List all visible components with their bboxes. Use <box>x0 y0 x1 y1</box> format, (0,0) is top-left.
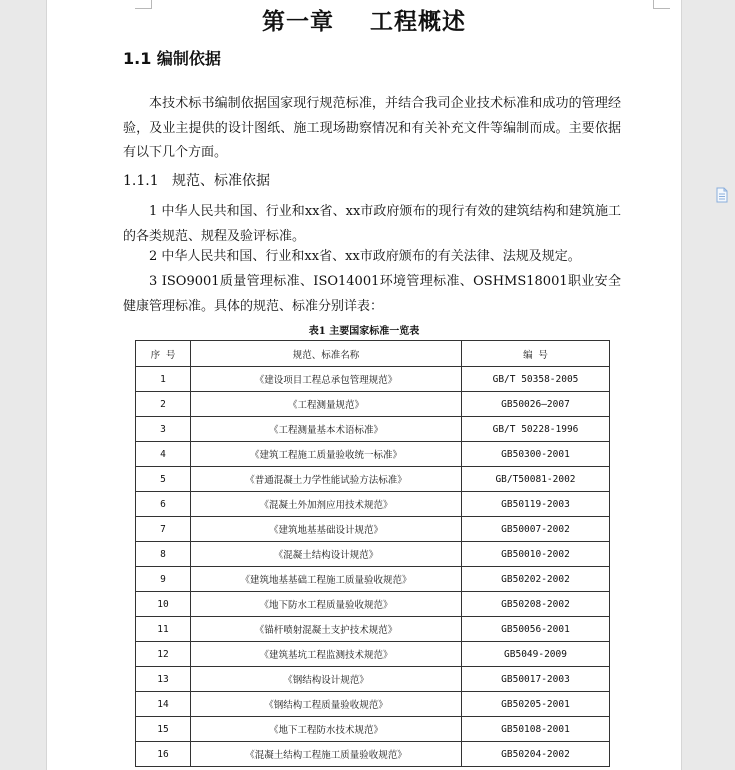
cell-code: GB50056-2001 <box>462 617 610 642</box>
list-item: 1 中华人民共和国、行业和xx省、xx市政府颁布的现行有效的建筑结构和建筑施工的各类规范、规程及验评标准。 <box>123 204 621 244</box>
cell-name: 《混凝土外加剂应用技术规范》 <box>191 492 462 517</box>
cell-name: 《地下工程防水技术规范》 <box>191 717 462 742</box>
table-row <box>136 392 610 417</box>
cell-name: 《工程测量规范》 <box>191 392 462 417</box>
cell-index: 15 <box>136 717 191 742</box>
cell-code: GB5049-2009 <box>462 642 610 667</box>
cell-name: 《混凝土结构工程施工质量验收规范》 <box>191 742 462 767</box>
cell-code: GB50017-2003 <box>462 667 610 692</box>
table-row <box>136 417 610 442</box>
standards-table <box>135 340 610 767</box>
table-row <box>136 592 610 617</box>
cell-index: 3 <box>136 417 191 442</box>
cell-index: 4 <box>136 442 191 467</box>
header-name: 规范、标准名称 <box>191 341 462 367</box>
cell-index: 9 <box>136 567 191 592</box>
table-header-row <box>136 341 610 367</box>
cell-code: GB/T 50228-1996 <box>462 417 610 442</box>
cell-code: GB50202-2002 <box>462 567 610 592</box>
cell-code: GB50205-2001 <box>462 692 610 717</box>
header-index: 序 号 <box>136 341 191 367</box>
table-row <box>136 492 610 517</box>
table-row <box>136 567 610 592</box>
cell-index: 7 <box>136 517 191 542</box>
cell-name: 《锚杆喷射混凝土支护技术规范》 <box>191 617 462 642</box>
table-row <box>136 442 610 467</box>
cell-index: 11 <box>136 617 191 642</box>
cell-index: 5 <box>136 467 191 492</box>
cell-code: GB50026—2007 <box>462 392 610 417</box>
list-item: 2 中华人民共和国、行业和xx省、xx市政府颁布的有关法律、法规及规定。 <box>149 249 581 264</box>
intro-paragraph: 本技术标书编制依据国家现行规范标准，并结合我司企业技术标准和成功的管理经验，及业主提供的设计图纸、施工现场勘察情况和有关补充文件等编制而成。主要依据有以下几个方面。 <box>123 96 621 160</box>
section-heading: 1.1 编制依据 <box>123 49 221 68</box>
cell-index: 14 <box>136 692 191 717</box>
cell-index: 2 <box>136 392 191 417</box>
table-row <box>136 717 610 742</box>
cell-name: 《地下防水工程质量验收规范》 <box>191 592 462 617</box>
cell-index: 16 <box>136 742 191 767</box>
cell-code: GB50204-2002 <box>462 742 610 767</box>
table-row <box>136 517 610 542</box>
table-row <box>136 542 610 567</box>
table-row <box>136 467 610 492</box>
cell-name: 《建筑工程施工质量验收统一标准》 <box>191 442 462 467</box>
cell-name: 《混凝土结构设计规范》 <box>191 542 462 567</box>
cell-name: 《钢结构设计规范》 <box>191 667 462 692</box>
cell-name: 《钢结构工程质量验收规范》 <box>191 692 462 717</box>
list-item: 3 ISO9001质量管理标准、ISO14001环境管理标准、OSHMS18001职业安全健康管理标准。具体的规范、标准分别详表： <box>123 274 621 314</box>
table-row <box>136 667 610 692</box>
cell-code: GB/T 50358-2005 <box>462 367 610 392</box>
cell-index: 1 <box>136 367 191 392</box>
table-row <box>136 642 610 667</box>
table-row <box>136 367 610 392</box>
document-page <box>46 0 682 770</box>
cell-index: 6 <box>136 492 191 517</box>
cell-code: GB50108-2001 <box>462 717 610 742</box>
cell-name: 《建设项目工程总承包管理规范》 <box>191 367 462 392</box>
cell-index: 12 <box>136 642 191 667</box>
cell-name: 《建筑地基基础设计规范》 <box>191 517 462 542</box>
cell-code: GB50007-2002 <box>462 517 610 542</box>
cell-code: GB50208-2002 <box>462 592 610 617</box>
header-code: 编 号 <box>462 341 610 367</box>
chapter-title: 第一章 工程概述 <box>261 8 467 35</box>
cell-code: GB50119-2003 <box>462 492 610 517</box>
cell-name: 《建筑地基基础工程施工质量验收规范》 <box>191 567 462 592</box>
table-row <box>136 742 610 767</box>
subsection-heading: 1.1.1 规范、标准依据 <box>123 173 270 189</box>
cell-code: GB50010-2002 <box>462 542 610 567</box>
cell-name: 《工程测量基本术语标准》 <box>191 417 462 442</box>
cell-index: 13 <box>136 667 191 692</box>
cell-index: 10 <box>136 592 191 617</box>
cell-name: 《建筑基坑工程监测技术规范》 <box>191 642 462 667</box>
table-row <box>136 617 610 642</box>
cell-code: GB/T50081-2002 <box>462 467 610 492</box>
cell-code: GB50300-2001 <box>462 442 610 467</box>
document-icon[interactable] <box>716 187 728 203</box>
cell-name: 《普通混凝土力学性能试验方法标准》 <box>191 467 462 492</box>
table-row <box>136 692 610 717</box>
cell-index: 8 <box>136 542 191 567</box>
table-caption: 表1 主要国家标准一览表 <box>308 326 420 337</box>
